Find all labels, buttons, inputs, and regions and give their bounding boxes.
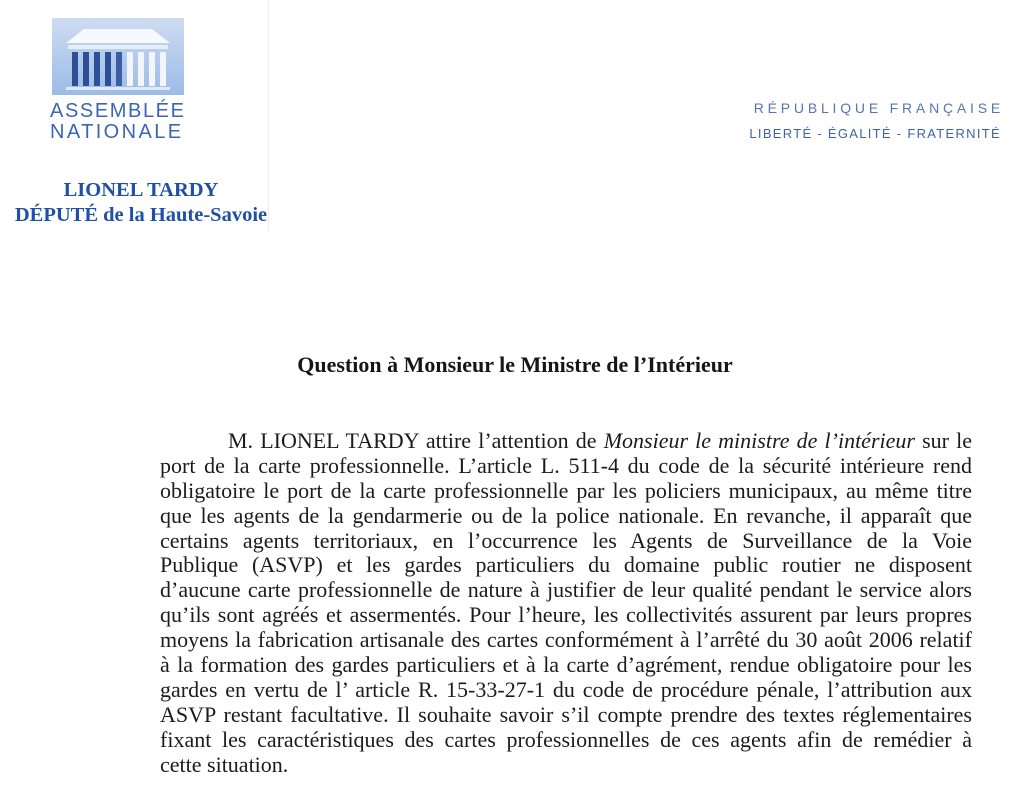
body-line: qu’ils sont agréés et assermentés. Pour l’heure, les collectivités assurent par leurs propres xyxy=(160,602,972,628)
question-title: Question à Monsieur le Ministre de l’Intérieur xyxy=(297,352,733,377)
body-line: port de la carte professionnelle. L’article L. 511-4 du code de la sécurité intérieure rend xyxy=(160,452,972,478)
body-line: fixant les caractéristiques des cartes professionnelles de ces agents afin de remédier à xyxy=(160,726,972,752)
logo-text-assemblee: ASSEMBLÉE xyxy=(50,100,186,122)
body-text-run: sur le xyxy=(914,428,972,453)
logo-entablature xyxy=(68,45,168,49)
logo-base xyxy=(66,87,170,90)
question-body xyxy=(160,429,972,777)
body-line: moyens la fabrication artisanale des cartes conformément à l’arrêté du 30 août 2006 relatif xyxy=(160,627,972,653)
body-line: cette situation. xyxy=(160,751,289,777)
national-motto: LIBERTÉ - ÉGALITÉ - FRATERNITÉ xyxy=(749,126,1001,141)
author-block xyxy=(0,178,282,228)
body-line: gardes en vertu de l’ article R. 15-33-27-1 du code de procédure pénale, l’attribution aux xyxy=(160,676,972,702)
body-line: à la formation des gardes particuliers et à la carte d’agrément, rendue obligatoire pour les xyxy=(160,652,972,678)
palais-bourbon-facade-icon xyxy=(52,18,184,95)
author-name: LIONEL TARDY xyxy=(63,179,219,201)
logo-pediment xyxy=(66,29,170,43)
logo-columns xyxy=(72,52,166,86)
body-line: d’aucune carte professionnelle de nature à justifier de leur qualité pendant le service alors xyxy=(160,577,972,603)
body-line: ASVP restant facultative. Il souhaite savoir s’il compte prendre des textes réglementaires xyxy=(160,701,972,727)
republique-francaise-heading: RÉPUBLIQUE FRANÇAISE xyxy=(753,100,1004,116)
author-role: DÉPUTÉ de la Haute-Savoie xyxy=(14,204,268,226)
body-line: obligatoire le port de la carte professionnelle par les policiers municipaux, au même titre xyxy=(160,477,972,503)
body-line: certains agents territoriaux, en l’occurrence les Agents de Surveillance de la Voie xyxy=(160,527,972,553)
body-line: Publique (ASVP) et les gardes particuliers du domaine public routier ne disposent xyxy=(160,552,972,578)
body-line xyxy=(160,429,972,454)
logo-text-nationale: NATIONALE xyxy=(50,121,184,143)
emphasized-addressee: Monsieur le ministre de l’intérieur xyxy=(603,428,915,453)
body-line: que les agents de la gendarmerie ou de la police nationale. En revanche, il apparaît que xyxy=(160,502,972,528)
body-text-run: M. LIONEL TARDY attire l’attention de xyxy=(228,428,604,453)
